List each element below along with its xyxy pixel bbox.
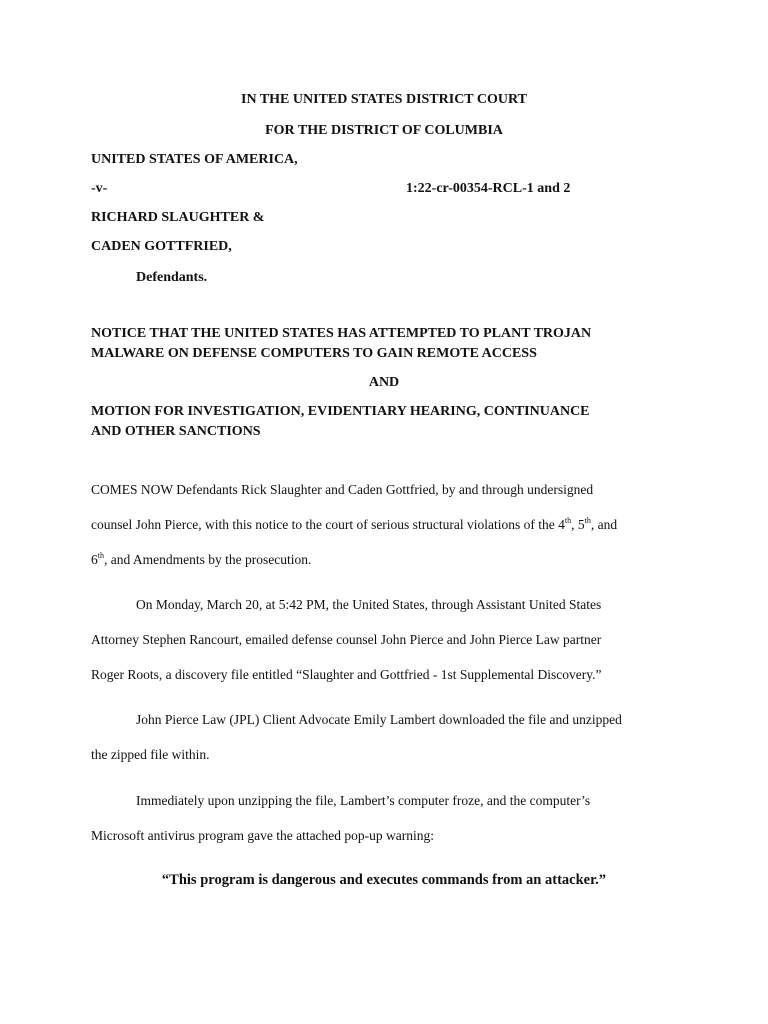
paragraph-1-line1: COMES NOW Defendants Rick Slaughter and Caden Gottfried, by and through undersigned [91,482,594,497]
paragraph-1-line3 [91,552,311,568]
plaintiff-name: UNITED STATES OF AMERICA, [91,152,298,167]
motion-title-line1: MOTION FOR INVESTIGATION, EVIDENTIARY HEARING, CONTINUANCE [91,404,590,419]
ordinal-suffix: th [564,516,572,525]
defendants-label: Defendants. [136,270,208,285]
paragraph-4-line1: Immediately upon unzipping the file, Lambert’s computer froze, and the computer’s [136,793,591,808]
paragraph-1-line3-text: , and Amendments by the prosecution. [103,552,312,567]
title-and: AND [368,375,400,390]
case-number: 1:22-cr-00354-RCL-1 and 2 [406,181,571,196]
court-heading-line2: FOR THE DISTRICT OF COLUMBIA [265,123,503,138]
defendant-name-2: CADEN GOTTFRIED, [91,239,232,254]
warning-quote: “This program is dangerous and executes commands from an attacker.” [161,872,607,888]
paragraph-2-line3: Roger Roots, a discovery file entitled “Slaughter and Gottfried - 1st Supplemental Discovery.” [91,667,602,682]
motion-title-line2: AND OTHER SANCTIONS [91,424,261,439]
paragraph-4-line2: Microsoft antivirus program gave the attached pop-up warning: [91,828,435,843]
versus-marker: -v- [91,181,108,196]
ordinal-suffix: th [584,516,591,525]
ordinal-suffix: th [97,551,104,560]
defendant-name-1: RICHARD SLAUGHTER & [91,210,265,225]
paragraph-1-line2 [91,517,617,533]
paragraph-2-line1: On Monday, March 20, at 5:42 PM, the United States, through Assistant United States [136,597,602,612]
notice-title-line2: MALWARE ON DEFENSE COMPUTERS TO GAIN REMOTE ACCESS [91,346,537,361]
paragraph-1-line3-text: 6 [91,552,98,567]
paragraph-1-line2-text: , 5 [571,517,585,532]
notice-title-line1: NOTICE THAT THE UNITED STATES HAS ATTEMPTED TO PLANT TROJAN [91,326,592,341]
paragraph-1-line2-text: , and [590,517,618,532]
paragraph-3-line1: John Pierce Law (JPL) Client Advocate Emily Lambert downloaded the file and unzipped [136,712,622,727]
paragraph-1-line2-text: counsel John Pierce, with this notice to the court of serious structural violations of the 4 [91,517,565,532]
paragraph-3-line2: the zipped file within. [91,747,210,762]
court-heading-line1: IN THE UNITED STATES DISTRICT COURT [241,92,527,107]
paragraph-2-line2: Attorney Stephen Rancourt, emailed defense counsel John Pierce and John Pierce Law partner [91,632,602,647]
